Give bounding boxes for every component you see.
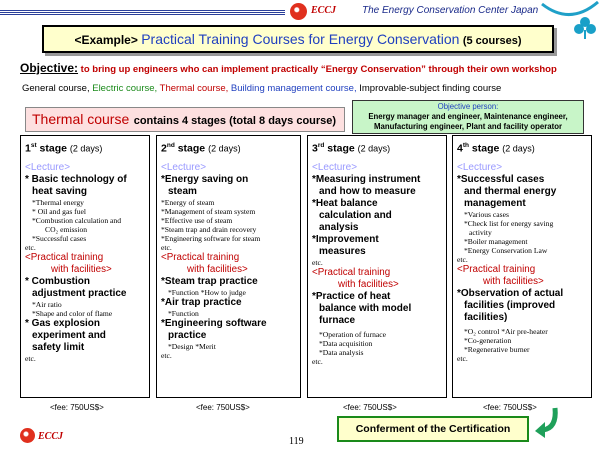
- stage-2-number: 2: [161, 142, 167, 155]
- stage-2-sub1: *Energy of steam: [161, 197, 215, 207]
- stage-2-sub8: *Design *Merit: [168, 341, 216, 351]
- stage-3-practical-line2: with facilities>: [338, 278, 399, 290]
- stage-1-practical-line2: with facilities>: [51, 263, 112, 275]
- stage-1-topic2-line2: adjustment practice: [32, 287, 127, 299]
- objective-person-title: Objective person:: [437, 102, 499, 111]
- stage-4-practical-line1: <Practical training: [457, 263, 536, 275]
- stage-3-topic2-line2: calculation and: [319, 209, 392, 221]
- stage-1-sub6: *Air ratio: [32, 299, 62, 309]
- title-main: Practical Training Courses for Energy Conservation: [141, 31, 460, 47]
- stage-4-etc2: etc.: [457, 353, 468, 363]
- stage-2-fee: <fee: 750US$>: [196, 403, 250, 412]
- stage-1-days: (2 days): [69, 143, 103, 154]
- stage-2-box: [156, 135, 301, 398]
- course-improvable: Improvable-subject finding course: [359, 83, 502, 94]
- stage-3-box: [307, 135, 447, 398]
- stage-3-topic4-line2: balance with model: [319, 302, 412, 314]
- stage-1-topic2-line1: * Combustion: [25, 275, 90, 287]
- stage-2-topic4-line2: practice: [168, 329, 207, 341]
- stage-1-sub7: *Shape and color of flame: [32, 308, 113, 318]
- clover-icon: [573, 16, 597, 40]
- thermal-course-summary: contains 4 stages (total 8 days course): [133, 115, 337, 127]
- objective-label: Objective:: [20, 61, 79, 75]
- stage-1-sub3: *Combustion calculation and: [32, 215, 122, 225]
- stage-1-sub1: *Thermal energy: [32, 197, 84, 207]
- thermal-course-name: Thermal course: [32, 111, 130, 127]
- stage-1-topic1-line2: heat saving: [32, 185, 88, 197]
- stage-1-topic3-line3: safety limit: [32, 341, 85, 353]
- course-electric: Electric course,: [92, 83, 158, 94]
- objective-person-line1: Energy manager and engineer, Maintenance engineer,: [368, 112, 568, 121]
- objective-text: to bring up engineers who can implement practically “Energy Conservation” through their own workshop: [80, 64, 557, 75]
- stage-4-sub5: *Energy Conservation Law: [464, 245, 548, 255]
- stage-1-sub5: *Successful cases: [32, 233, 87, 243]
- stage-2-etc1: etc.: [161, 242, 172, 252]
- stage-1-heading: [25, 139, 145, 156]
- stage-2-lecture-label: <Lecture>: [161, 161, 207, 173]
- title-prefix: <Example>: [74, 33, 138, 47]
- stage-2-sub7: *Function: [168, 308, 199, 318]
- stage-2-days: (2 days): [208, 143, 241, 154]
- stage-3-topic4-line1: *Practice of heat: [312, 290, 391, 302]
- stage-1-lecture-label: <Lecture>: [25, 161, 71, 173]
- stage-4-topic2-line1: *Observation of actual: [457, 287, 564, 299]
- stage-3-ordinal: rd: [317, 142, 325, 149]
- course-list: [22, 83, 501, 94]
- stage-3-heading: [312, 139, 442, 156]
- stage-4-etc1: etc.: [457, 254, 468, 264]
- stage-1-ordinal: st: [30, 142, 37, 149]
- stage-3-sub3: *Data analysis: [319, 347, 364, 357]
- title-suffix: (5 courses): [462, 35, 522, 47]
- stage-3-days: (2 days): [357, 143, 391, 154]
- stage-2-sub4: *Steam trap and drain recovery: [161, 224, 257, 234]
- stage-2-sub6: *Function *How to judge: [168, 287, 246, 297]
- stage-2-topic4-line1: *Engineering software: [161, 317, 267, 329]
- stage-4-topic1-line2: and thermal energy: [464, 185, 557, 197]
- stage-2-topic1-line1: *Energy saving on: [161, 173, 249, 185]
- stage-2-practical-line1: <Practical training: [161, 251, 240, 263]
- curved-arrow-icon: [533, 406, 561, 440]
- stage-2-topic3: *Air trap practice: [161, 296, 242, 308]
- stage-3-topic2-line3: analysis: [319, 221, 359, 233]
- thermal-course-banner: [25, 107, 345, 132]
- stage-1-number: 1: [25, 142, 31, 155]
- stage-2-sub2: *Management of steam system: [161, 206, 256, 216]
- stage-4-topic1-line1: *Successful cases: [457, 173, 545, 185]
- stage-2-ordinal: nd: [166, 142, 175, 149]
- stage-2-heading: [161, 139, 296, 156]
- stage-1-fee: <fee: 750US$>: [50, 403, 104, 412]
- stage-4-topic1-line3: management: [464, 197, 526, 209]
- stage-4-ordinal: th: [462, 142, 469, 149]
- stage-2-sub5: *Engineering software for steam: [161, 233, 261, 243]
- stage-1-topic1-line1: * Basic technology of: [25, 173, 127, 185]
- stage-2-topic2: *Steam trap practice: [161, 275, 258, 287]
- stage-4-number: 4: [457, 142, 463, 155]
- stage-3-etc1: etc.: [312, 257, 323, 267]
- course-general: General course,: [22, 83, 90, 94]
- course-thermal: Thermal course,: [159, 83, 229, 94]
- stage-1-etc1: etc.: [25, 242, 36, 252]
- eccj-logo-icon: [290, 3, 307, 20]
- stage-3-topic1-line2: and how to measure: [319, 185, 416, 197]
- footer-org-name: ECCJ: [38, 431, 64, 442]
- course-building: Building management course,: [230, 83, 357, 94]
- stage-3-lecture-label: <Lecture>: [312, 161, 358, 173]
- stage-3-topic4-line3: furnace: [319, 314, 356, 326]
- page-number: 119: [289, 436, 304, 447]
- stage-4-topic2-line2: facilities (improved: [464, 299, 556, 311]
- header-rule: [0, 10, 285, 16]
- stage-4-box: [452, 135, 592, 398]
- stage-2-etc2: etc.: [161, 350, 172, 360]
- stage-1-practical-line1: <Practical training: [25, 251, 104, 263]
- stage-2-practical-line2: with facilities>: [187, 263, 248, 275]
- stage-1-sub2: * Oil and gas fuel: [32, 206, 86, 216]
- stage-4-sub4: *Boiler management: [464, 236, 528, 246]
- header-center-name: The Energy Conservation Center Japan: [362, 5, 539, 16]
- header-org-name: ECCJ: [311, 5, 337, 16]
- stage-3-topic3-line1: *Improvement: [312, 233, 379, 245]
- stage-3-etc2: etc.: [312, 356, 323, 366]
- objective-person-line2: Manufacturing engineer, Plant and facility operator: [373, 122, 563, 131]
- stage-4-heading: [457, 139, 587, 156]
- stage-4-sub6: *O₂ control *Air pre-heater: [464, 326, 548, 336]
- page-title: [42, 25, 554, 53]
- stage-1-topic3-line1: * Gas explosion: [25, 317, 101, 329]
- stage-4-days: (2 days): [502, 143, 535, 154]
- stage-3-label: stage: [327, 142, 355, 155]
- stage-2-topic1-line2: steam: [168, 185, 197, 197]
- stage-3-topic2-line1: *Heat balance: [312, 197, 378, 209]
- certification-box: Conferment of the Certification: [337, 416, 529, 442]
- stage-4-fee: <fee: 750US$>: [483, 403, 537, 412]
- stage-2-label: stage: [177, 142, 206, 155]
- stage-4-practical-line2: with facilities>: [483, 275, 544, 287]
- stage-4-sub8: *Regenerative burner: [464, 344, 530, 354]
- stage-4-sub3: activity: [469, 227, 492, 237]
- footer-eccj-logo-icon: [20, 428, 35, 443]
- stage-4-topic2-line3: facilities): [464, 311, 508, 323]
- stage-4-lecture-label: <Lecture>: [457, 161, 503, 173]
- stage-3-sub2: *Data acquisition: [319, 338, 373, 348]
- stage-3-number: 3: [312, 142, 318, 155]
- objective-person-box: [352, 100, 584, 134]
- stage-3-practical-line1: <Practical training: [312, 266, 391, 278]
- stage-3-fee: <fee: 750US$>: [343, 403, 397, 412]
- stage-4-sub2: *Check list for energy saving: [464, 218, 554, 228]
- stage-3-topic3-line2: measures: [319, 245, 366, 257]
- stage-1-topic3-line2: experiment and: [32, 329, 106, 341]
- stage-3-sub1: *Operation of furnace: [319, 329, 387, 339]
- stage-1-box: [20, 135, 150, 398]
- stage-1-etc2: etc.: [25, 353, 36, 363]
- stage-4-sub1: *Various cases: [464, 209, 509, 219]
- stage-4-sub7: *Co-generation: [464, 335, 512, 345]
- stage-3-topic1-line1: *Measuring instrument: [312, 173, 421, 185]
- stage-2-sub3: *Effective use of steam: [161, 215, 233, 225]
- objective-line: [20, 61, 595, 75]
- stage-1-label: stage: [39, 142, 67, 155]
- stage-1-sub4: CO₂ emission: [45, 224, 88, 234]
- stage-4-label: stage: [471, 142, 500, 155]
